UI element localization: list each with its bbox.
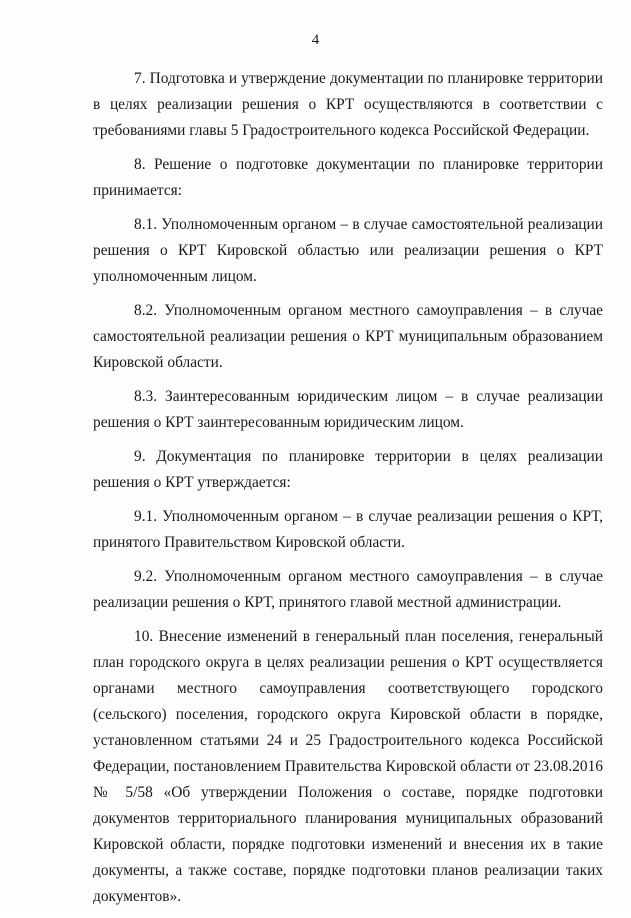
paragraph-8-1: 8.1. Уполномоченным органом – в случае самостоятельной реализации решения о КРТ Кировской областью или реализации решения о КРТ уполномоченным лицом. bbox=[93, 216, 603, 285]
paragraph-9-2: 9.2. Уполномоченным органом местного самоуправления – в случае реализации решения о КРТ, принятого главой местной администрации. bbox=[93, 568, 603, 611]
paragraph-8-2: 8.2. Уполномоченным органом местного самоуправления – в случае самостоятельной реализации решения о КРТ муниципальным образованием Кировской области. bbox=[93, 302, 603, 371]
paragraph-8-3: 8.3. Заинтересованным юридическим лицом – в случае реализации решения о КРТ заинтересованным юридическим лицом. bbox=[93, 388, 603, 431]
paragraph-9-1: 9.1. Уполномоченным органом – в случае реализации решения о КРТ, принятого Правительством Кировской области. bbox=[93, 508, 603, 551]
paragraph-7: 7. Подготовка и утверждение документации по планировке территории в целях реализации решения о КРТ осуществляются в соответствии с требованиями главы 5 Градостроительного кодекса Российской Федерации. bbox=[93, 70, 603, 139]
paragraph-9: 9. Документация по планировке территории в целях реализации решения о КРТ утверждается: bbox=[93, 448, 603, 491]
paragraph-10: 10. Внесение изменений в генеральный план поселения, генеральный план городского округа в целях реализации решения о КРТ осуществляется органами местного самоуправления соответствующего городского (сельского) поселения, городского округа Кировской области в порядке, установленном статьями 24 и 25 Градостроительного кодекса Российской Федерации, постановлением Правительства Кировской области от 23.08.2016 № 5/58 «Об утверждении Положения о составе, порядке подготовки документов территориального планирования муниципальных образований Кировской области, порядке подготовки изменений и внесения их в такие документы, а также составе, порядке подготовки планов реализации таких документов». bbox=[93, 628, 603, 905]
paragraph-8: 8. Решение о подготовке документации по планировке территории принимается: bbox=[93, 156, 603, 199]
page-number: 4 bbox=[311, 32, 320, 48]
document-body bbox=[93, 66, 603, 918]
